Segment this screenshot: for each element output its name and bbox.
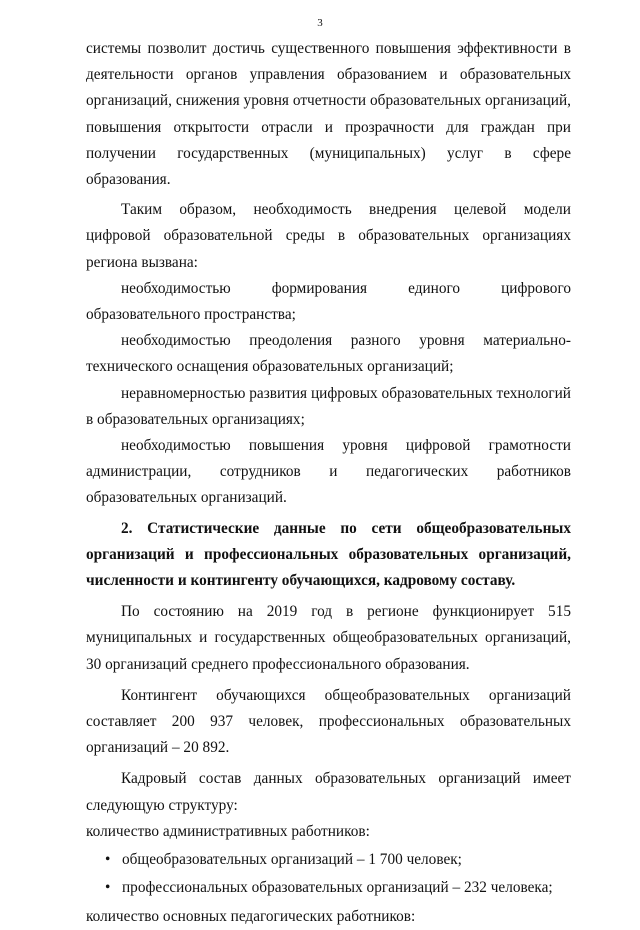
list-item <box>86 875 571 901</box>
list-item-text: профессиональных образовательных организаций – 232 человека; <box>122 879 553 897</box>
bullet-list-admin <box>86 847 571 901</box>
page-number: 3 <box>317 17 323 29</box>
paragraph-staff-structure: Кадровый состав данных образовательных организаций имеет следующую структуру: <box>86 770 571 814</box>
section-heading: 2. Статистические данные по сети общеобразовательных организаций и профессиональных образовательных организаций, численности и контингенту обучающихся, кадровому составу. <box>86 519 571 590</box>
paragraph-admin-count: количество административных работников: <box>86 822 370 840</box>
paragraph-teacher-count: количество основных педагогических работников: <box>86 907 416 925</box>
paragraph-reason-2: необходимостью преодоления разного уровня материально-технического оснащения образовательных организаций; <box>86 332 571 376</box>
bullet-icon: • <box>105 851 111 869</box>
paragraph-reason-4: необходимостью повышения уровня цифровой грамотности администрации, сотрудников и педагогических работников образовательных организаций. <box>86 437 571 507</box>
paragraph-conclusion: Таким образом, необходимость внедрения целевой модели цифровой образовательной среды в образовательных организациях региона вызвана: <box>86 201 571 271</box>
bullet-icon: • <box>105 879 111 897</box>
paragraph-reason-3: неравномерностью развития цифровых образовательных технологий в образовательных организациях; <box>86 384 571 428</box>
list-item-text: общеобразовательных организаций – 1 700 человек; <box>122 851 462 869</box>
paragraph-reason-1: необходимостью формирования единого цифрового образовательного пространства; <box>86 279 571 324</box>
list-item <box>86 847 571 873</box>
paragraph-continuation: системы позволит достичь существенного повышения эффективности в деятельности органов управления образованием и образовательных организаций, снижения уровня отчетности образовательных организаций, повышения открытости отрасли и прозрачности для граждан при получении государственных (муниципальных) услуг в сфере образования. <box>86 40 571 189</box>
paragraph-contingent: Контингент обучающихся общеобразовательных организаций составляет 200 937 человек, профессиональных образовательных организаций – 20 892. <box>86 686 571 757</box>
document-body <box>86 36 571 930</box>
paragraph-organizations: По состоянию на 2019 год в регионе функционирует 515 муниципальных и государственных общеобразовательных организаций, 30 организаций среднего профессионального образования. <box>86 603 571 673</box>
